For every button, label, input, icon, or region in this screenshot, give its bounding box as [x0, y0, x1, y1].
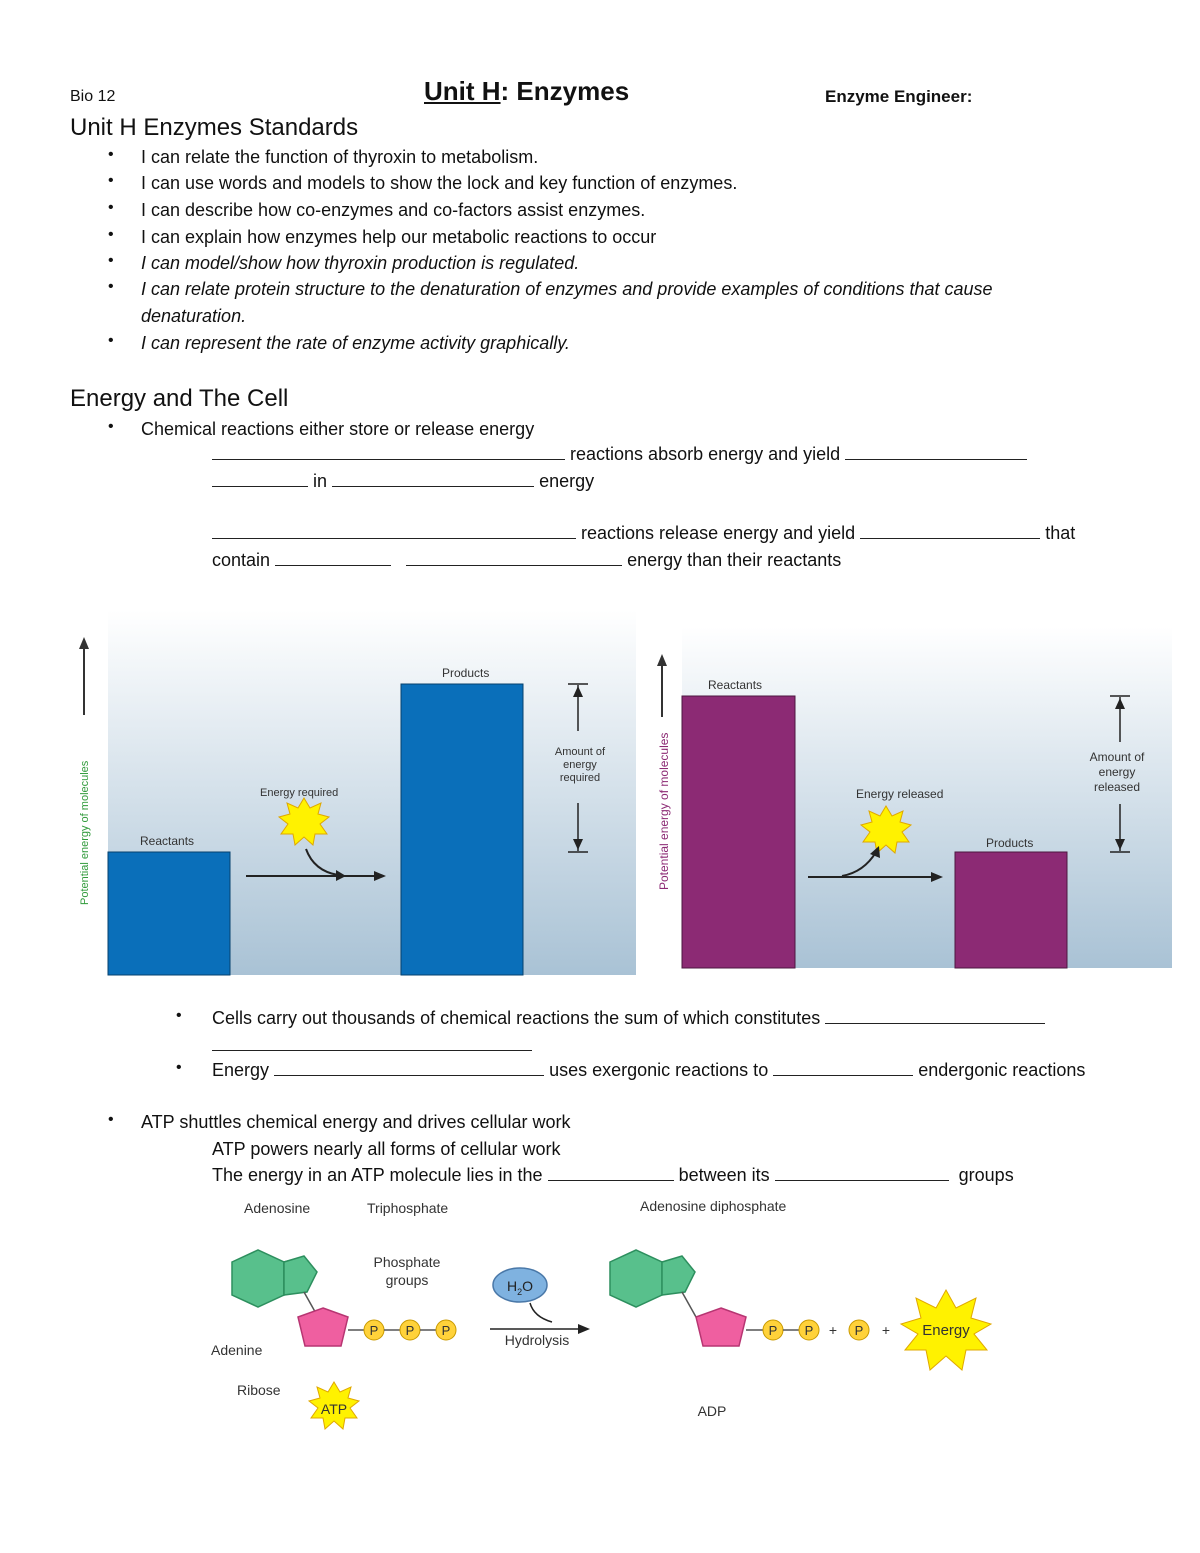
standard-item: I can relate protein structure to the denaturation of enzymes and provide examples of conditions that cause [141, 279, 993, 299]
standard-item: I can model/show how thyroxin production is regulated. [141, 253, 580, 273]
hydrolysis-label: Hydrolysis [504, 1332, 570, 1348]
reactants-label: Reactants [708, 678, 763, 692]
y-axis-arrowhead [657, 654, 667, 666]
energy-label: Energy [922, 1322, 970, 1339]
page-title-rest: : Enzymes [500, 76, 630, 106]
atp-hydrolysis-diagram [200, 1192, 1000, 1447]
bond-line [682, 1292, 696, 1317]
products-bar [401, 684, 523, 975]
bullet: • [108, 172, 114, 189]
phosphate-label: P [441, 1323, 451, 1338]
metabolism-bullet-line-2 [212, 1034, 532, 1056]
ribose-pentagon-icon [696, 1308, 746, 1346]
reactants-label: Reactants [140, 834, 195, 848]
curved-arrow [530, 1303, 552, 1322]
metabolism-bullet [212, 1007, 1045, 1029]
blank-field[interactable] [332, 470, 534, 487]
bullet: • [108, 418, 114, 435]
exergonic-text: reactions release energy and yield [581, 523, 856, 543]
enzyme-engineer-label: Enzyme Engineer: [825, 87, 973, 106]
adenine-pentagon-icon [284, 1256, 317, 1295]
y-axis-label: Potential energy of molecules [657, 732, 671, 890]
blank-field[interactable] [406, 549, 622, 566]
blank-field[interactable] [773, 1059, 913, 1076]
adenine-label: Adenine [211, 1342, 263, 1358]
adenine-hexagon-icon [232, 1250, 284, 1307]
triphosphate-label: Triphosphate [367, 1200, 449, 1216]
atp-sub-bullet: ATP powers nearly all forms of cellular work [212, 1139, 561, 1159]
endergonic-line-1 [212, 443, 1027, 465]
exergonic-diagram [650, 622, 1175, 972]
standard-item: I can explain how enzymes help our metabolic reactions to occur [141, 227, 657, 247]
amount-label-line: required [559, 772, 601, 784]
in-text: in [313, 471, 328, 491]
reactants-bar [682, 696, 795, 968]
phosphate-label: P [405, 1323, 415, 1338]
phosphate-groups-label: groups [385, 1272, 429, 1288]
standards-heading: Unit H Enzymes Standards [70, 114, 359, 141]
uses-exergonic-text: uses exergonic reactions to [549, 1060, 769, 1080]
y-axis-arrowhead [79, 637, 89, 649]
atp-bullet: ATP shuttles chemical energy and drives cellular work [141, 1112, 571, 1132]
energy-required-label: Energy required [260, 787, 339, 799]
bullet: • [108, 199, 114, 216]
blank-field[interactable] [845, 443, 1027, 460]
y-axis-label: Potential energy of molecules [79, 760, 91, 905]
phosphate-label: P [854, 1323, 864, 1338]
blank-field[interactable] [825, 1007, 1045, 1024]
products-label: Products [986, 836, 1034, 850]
water-label: $H_2O$ [506, 1278, 534, 1297]
bullet: • [108, 332, 114, 349]
energy-text: energy [539, 471, 595, 491]
reactants-bar [108, 852, 230, 975]
exergonic-line-2 [212, 549, 841, 571]
bullet: • [108, 146, 114, 163]
contain-text: contain [212, 550, 271, 570]
products-bar [955, 852, 1067, 968]
standard-item: I can use words and models to show the lock and key function of enzymes. [141, 173, 738, 193]
amount-label-line: Amount of [1089, 750, 1145, 764]
bullet: • [176, 1007, 182, 1024]
phosphate-groups-label: Phosphate [373, 1254, 441, 1270]
standard-item: I can represent the rate of enzyme activity graphically. [141, 333, 570, 353]
blank-field[interactable] [274, 1059, 544, 1076]
bullet: • [108, 252, 114, 269]
endergonic-text: reactions absorb energy and yield [570, 444, 841, 464]
blank-field[interactable] [548, 1164, 674, 1181]
atp-label: ATP [320, 1401, 348, 1417]
amount-label-line: energy [563, 759, 597, 771]
ribose-pentagon-icon [298, 1308, 348, 1346]
between-text: between its [678, 1165, 770, 1185]
standard-item: I can describe how co-enzymes and co-factors assist enzymes. [141, 200, 646, 220]
amount-label-line: released [1093, 780, 1141, 794]
blank-field[interactable] [275, 549, 391, 566]
blank-field[interactable] [212, 470, 308, 487]
plus-sign: + [828, 1322, 838, 1338]
bullet: • [108, 278, 114, 295]
adenosine-label: Adenosine [244, 1200, 311, 1216]
standard-item-continued: denaturation. [141, 306, 247, 326]
phosphate-label: P [369, 1323, 379, 1338]
endergonic-line-2 [212, 470, 594, 492]
energy-word: Energy [212, 1060, 270, 1080]
blank-field[interactable] [212, 443, 565, 460]
that-text: that [1045, 523, 1076, 543]
groups-text: groups [958, 1165, 1014, 1185]
endergonic-reactions-text: endergonic reactions [918, 1060, 1086, 1080]
hydrolysis-arrowhead [578, 1324, 590, 1334]
bullet: • [108, 1111, 114, 1128]
standard-item: I can relate the function of thyroxin to metabolism. [141, 147, 539, 167]
adenosine-diphosphate-label: Adenosine diphosphate [640, 1198, 787, 1214]
bullet: • [176, 1059, 182, 1076]
products-label: Products [442, 666, 490, 680]
adp-label: ADP [697, 1403, 727, 1419]
blank-field[interactable] [212, 522, 576, 539]
energy-heading: Energy and The Cell [70, 385, 289, 412]
energy-than-text: energy than their reactants [627, 550, 842, 570]
blank-field[interactable] [860, 522, 1040, 539]
phosphate-label: P [768, 1323, 778, 1338]
page-title [424, 76, 629, 107]
page-title-unit: Unit H [424, 76, 501, 106]
course-label: Bio 12 [70, 88, 116, 105]
energy-coupling-bullet [212, 1059, 1085, 1081]
metabolism-text: Cells carry out thousands of chemical reactions the sum of which constitutes [212, 1008, 821, 1028]
phosphate-label: P [804, 1323, 814, 1338]
adenine-pentagon-icon [662, 1256, 695, 1295]
adenine-hexagon-icon [610, 1250, 662, 1307]
amount-label-line: Amount of [554, 746, 606, 758]
blank-field[interactable] [775, 1164, 949, 1181]
atp-sub-bullet [212, 1164, 1014, 1186]
energy-released-label: Energy released [856, 787, 944, 801]
atp-energy-text: The energy in an ATP molecule lies in the [212, 1165, 543, 1185]
plus-sign: + [881, 1322, 891, 1338]
blank-field[interactable] [212, 1034, 532, 1051]
exergonic-line-1 [212, 522, 1075, 544]
endergonic-diagram [70, 605, 640, 980]
chemical-reactions-bullet: Chemical reactions either store or release energy [141, 419, 535, 439]
ribose-label: Ribose [237, 1382, 281, 1398]
bullet: • [108, 226, 114, 243]
amount-label-line: energy [1098, 765, 1136, 779]
